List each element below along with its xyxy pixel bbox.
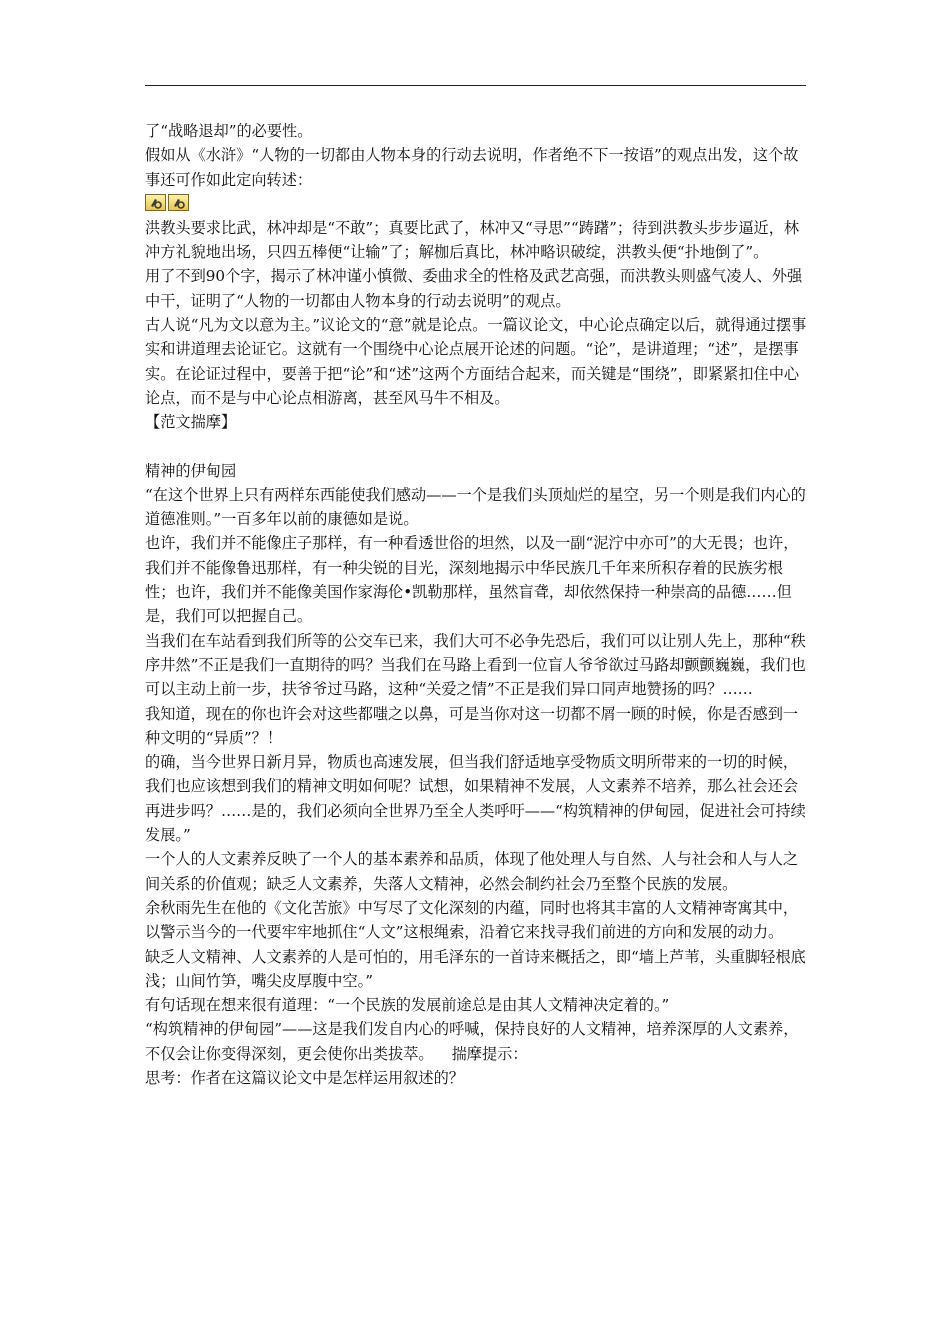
paragraph: 古人说“凡为文以意为主。”议论文的“意”就是论点。一篇议论文，中心论点确定以后，就得通过摆事实和讲道理去论证它。这就有一个围绕中心论点展开论述的问题。“论”，是讲道理；“述”，是摆事实。在论证过程中，要善于把“论”和“述”这两个方面结合起来，而关键是“围绕”，即紧紧扣住中心论点，而不是与中心论点相游离，甚至风马牛不相及。 [145, 316, 807, 407]
paragraph: 了“战略退却”的必要性。 [145, 122, 313, 140]
paragraph: 洪教头要求比武，林冲却是“不敢”；真要比武了，林冲又“寻思”“踌躇”；待到洪教头步步逼近，林冲方礼貌地出场，只四五棒便“让输”了；解枷后真比，林冲略识破绽，洪教头便“扑地倒了”。 [145, 218, 800, 262]
paragraph: “在这个世界上只有两样东西能使我们感动——一个是我们头顶灿烂的星空，另一个则是我们内心的道德准则。”一百多年以前的康德如是说。 [145, 485, 806, 529]
question: 思考：作者在这篇议论文中是怎样运用叙述的？ [145, 1068, 464, 1087]
document-body [145, 119, 810, 1090]
paragraph: 用了不到90个字，揭示了林冲谨小慎微、委曲求全的性格及武艺高强，而洪教头则盛气凌人、外强中干，证明了“人物的一切都由人物本身的行动去说明”的观点。 [145, 267, 803, 310]
paragraph: 的确，当今世界日新月异，物质也高速发展，但当我们舒适地享受物质文明所带来的一切的时候，我们也应该想到我们的精神文明如何呢？试想，如果精神不发展，人文素养不培养，那么社会还会再进步吗？……是的，我们必须向全世界乃至全人类呼吁——“构筑精神的伊甸园，促进社会可持续发展。” [145, 753, 806, 845]
paragraph: 假如从《水浒》“人物的一切都由人物本身的行动去说明，作者绝不下一按语”的观点出发，这个故事还可作如此定向转述： [145, 146, 799, 189]
paragraph: 我知道，现在的你也许会对这些都嗤之以鼻，可是当你对这一切都不屑一顾的时候，你是否感到一种文明的“异质”？！ [145, 704, 799, 747]
header-rule [145, 85, 806, 86]
paragraph: 缺乏人文精神、人文素养的人是可怕的，用毛泽东的一首诗来概括之，即“墙上芦苇，头重脚轻根底浅；山间竹笋，嘴尖皮厚腹中空。” [145, 947, 806, 990]
paragraph: 余秋雨先生在他的《文化苦旅》中写尽了文化深刻的内蕴，同时也将其丰富的人文精神寄寓其中，以警示当今的一代要牢牢地抓住“人文”这根绳索，沿着它来找寻我们前进的方向和发展的动力。 [145, 898, 799, 942]
hint-label: 揣摩提示： [451, 1044, 528, 1063]
essay-title: 精神的伊甸园 [145, 461, 237, 480]
icon-row [145, 193, 810, 213]
paragraph: 也许，我们并不能像庄子那样，有一种看透世俗的坦然，以及一副“泥泞中亦可”的大无畏；也许，我们并不能像鲁迅那样，有一种尖锐的目光，深刻地揭示中华民族几千年来所积存着的民族劣根性；也许，我们并不能像美国作家海伦•凯勒那样，虽然盲聋，却依然保持一种崇高的品德……但是，我们可以把握自己。 [145, 534, 799, 626]
section-heading: 【范文揣摩】 [145, 413, 237, 432]
paragraph: 有句话现在想来很有道理：“一个民族的发展前途总是由其人文精神决定着的。” [145, 996, 670, 1015]
link-icon[interactable] [145, 194, 166, 211]
paragraph-text: “构筑精神的伊甸园”——这是我们发自内心的呼喊，保持良好的人文精神，培养深厚的人文素养，不仅会让你变得深刻，更会使你出类拔萃。 [145, 1020, 799, 1063]
paragraph: 一个人的人文素养反映了一个人的基本素养和品质，体现了他处理人与自然、人与社会和人与人之间关系的价值观；缺乏人文素养，失落人文精神，必然会制约社会乃至整个民族的发展。 [145, 850, 799, 893]
link-icon[interactable] [168, 194, 189, 211]
paragraph [145, 1017, 810, 1066]
blank-line [145, 435, 810, 459]
paragraph: 当我们在车站看到我们所等的公交车已来，我们大可不必争先恐后，我们可以让别人先上，那种“秩序井然”不正是我们一直期待的吗？当我们在马路上看到一位盲人爷爷欲过马路却颤颤巍巍，我们也可以主动上前一步，扶爷爷过马路，这种“关爱之情”不正是我们异口同声地赞扬的吗？…… [145, 631, 806, 699]
